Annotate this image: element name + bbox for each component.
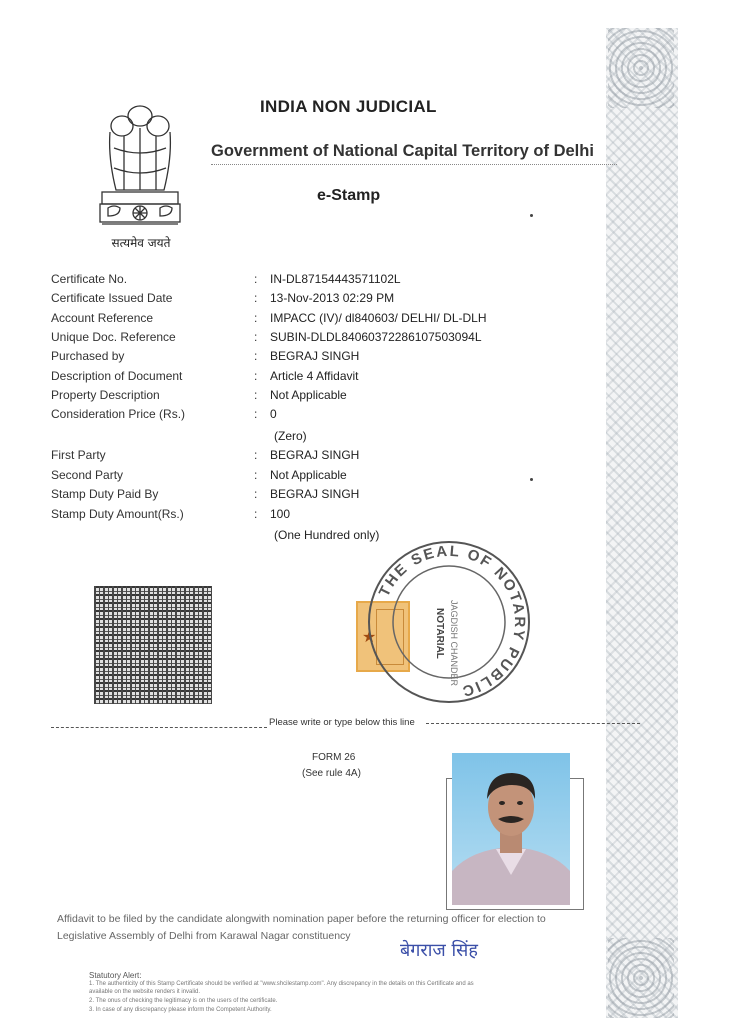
field-label: Property Description	[51, 388, 160, 402]
svg-text:NOTARIAL: NOTARIAL	[434, 608, 445, 659]
field-label: First Party	[51, 448, 106, 462]
field-property-description	[0, 388, 600, 408]
national-emblem-icon	[94, 98, 186, 250]
field-issued-date	[0, 291, 600, 311]
field-value: BEGRAJ SINGH	[270, 448, 360, 462]
field-value: 13-Nov-2013 02:29 PM	[270, 291, 395, 305]
candidate-photo	[452, 753, 570, 905]
field-label: Second Party	[51, 468, 124, 482]
notary-seal-icon	[365, 538, 533, 706]
statutory-alert-line: 1. The authenticity of this Stamp Certificate should be verified at "www.shcilestamp.com". Any discrepancy in the details on this Certificate and as	[89, 981, 474, 987]
field-colon: :	[254, 311, 258, 325]
star-icon: ★	[362, 629, 377, 646]
field-second-party	[0, 468, 600, 488]
field-label: Stamp Duty Amount(Rs.)	[51, 507, 184, 521]
field-colon: :	[254, 349, 258, 363]
field-value: Not Applicable	[270, 468, 347, 482]
field-consideration-price	[0, 407, 600, 427]
signature: बेगराज सिंह	[400, 940, 478, 961]
field-value: BEGRAJ SINGH	[270, 349, 360, 363]
field-description	[0, 369, 600, 389]
statutory-alert-line: available on the website renders it invalid.	[89, 989, 201, 995]
affidavit-line-2: Legislative Assembly of Delhi from Karawal Nagar constituency	[57, 930, 351, 942]
affidavit-line-1: Affidavit to be filed by the candidate alongwith nomination paper before the returning officer for election to	[57, 913, 546, 925]
field-colon: :	[254, 507, 258, 521]
field-purchased-by	[0, 349, 600, 369]
document-title: INDIA NON JUDICIAL	[260, 97, 437, 116]
title-underline	[211, 164, 617, 165]
svg-text:THE SEAL OF NOTARY PUBLIC: THE SEAL OF NOTARY PUBLIC	[375, 542, 529, 700]
field-colon: :	[254, 407, 258, 421]
cutline-instruction: Please write or type below this line	[269, 717, 415, 728]
field-value: BEGRAJ SINGH	[270, 487, 360, 501]
form-subtitle: (See rule 4A)	[302, 768, 361, 779]
svg-text:JAGDISH CHANDER: JAGDISH CHANDER	[449, 600, 459, 687]
form-title: FORM 26	[312, 752, 356, 763]
field-value: 100	[270, 507, 291, 521]
cutline-left	[51, 727, 267, 728]
field-colon: :	[254, 448, 258, 462]
field-colon: :	[254, 468, 258, 482]
field-label: Description of Document	[51, 369, 183, 383]
field-colon: :	[254, 369, 258, 383]
person-icon	[452, 753, 570, 905]
document-type: e-Stamp	[317, 187, 381, 204]
field-certificate-no	[0, 272, 600, 292]
field-value: SUBIN-DLDL84060372286107503094L	[270, 330, 482, 344]
field-label: Stamp Duty Paid By	[51, 487, 159, 501]
field-value: IMPACC (IV)/ dl840603/ DELHI/ DL-DLH	[270, 311, 487, 325]
field-value: 0	[270, 407, 277, 421]
field-colon: :	[254, 388, 258, 402]
field-label: Certificate Issued Date	[51, 291, 173, 305]
field-colon: :	[254, 487, 258, 501]
government-name: Government of National Capital Territory of Delhi	[211, 142, 594, 160]
field-value: Not Applicable	[270, 388, 347, 402]
field-label: Unique Doc. Reference	[51, 330, 176, 344]
field-stamp-duty-amount	[0, 507, 600, 527]
consideration-in-words: (Zero)	[274, 429, 307, 443]
affidavit-text	[57, 911, 597, 945]
emblem-motto: सत्यमेव जयते	[111, 236, 171, 250]
statutory-alert-title: Statutory Alert:	[89, 971, 142, 980]
qr-code	[94, 586, 212, 704]
field-label: Account Reference	[51, 311, 154, 325]
cutline-right	[426, 723, 640, 724]
field-value: Article 4 Affidavit	[270, 369, 359, 383]
field-stamp-duty-paid-by	[0, 487, 600, 507]
field-colon: :	[254, 272, 258, 286]
decorative-border	[606, 28, 678, 1018]
speck	[530, 214, 533, 217]
field-first-party	[0, 448, 600, 468]
amount-in-words: (One Hundred only)	[274, 528, 380, 542]
field-label: Purchased by	[51, 349, 125, 363]
field-colon: :	[254, 291, 258, 305]
field-value: IN-DL87154443571102L	[270, 272, 401, 286]
field-label: Consideration Price (Rs.)	[51, 407, 186, 421]
field-unique-doc-reference	[0, 330, 600, 350]
field-account-reference	[0, 311, 600, 331]
statutory-alert-line: 3. In case of any discrepancy please inform the Competent Authority.	[89, 1007, 272, 1013]
statutory-alert-line: 2. The onus of checking the legitimacy is on the users of the certificate.	[89, 998, 278, 1004]
field-label: Certificate No.	[51, 272, 128, 286]
field-colon: :	[254, 330, 258, 344]
